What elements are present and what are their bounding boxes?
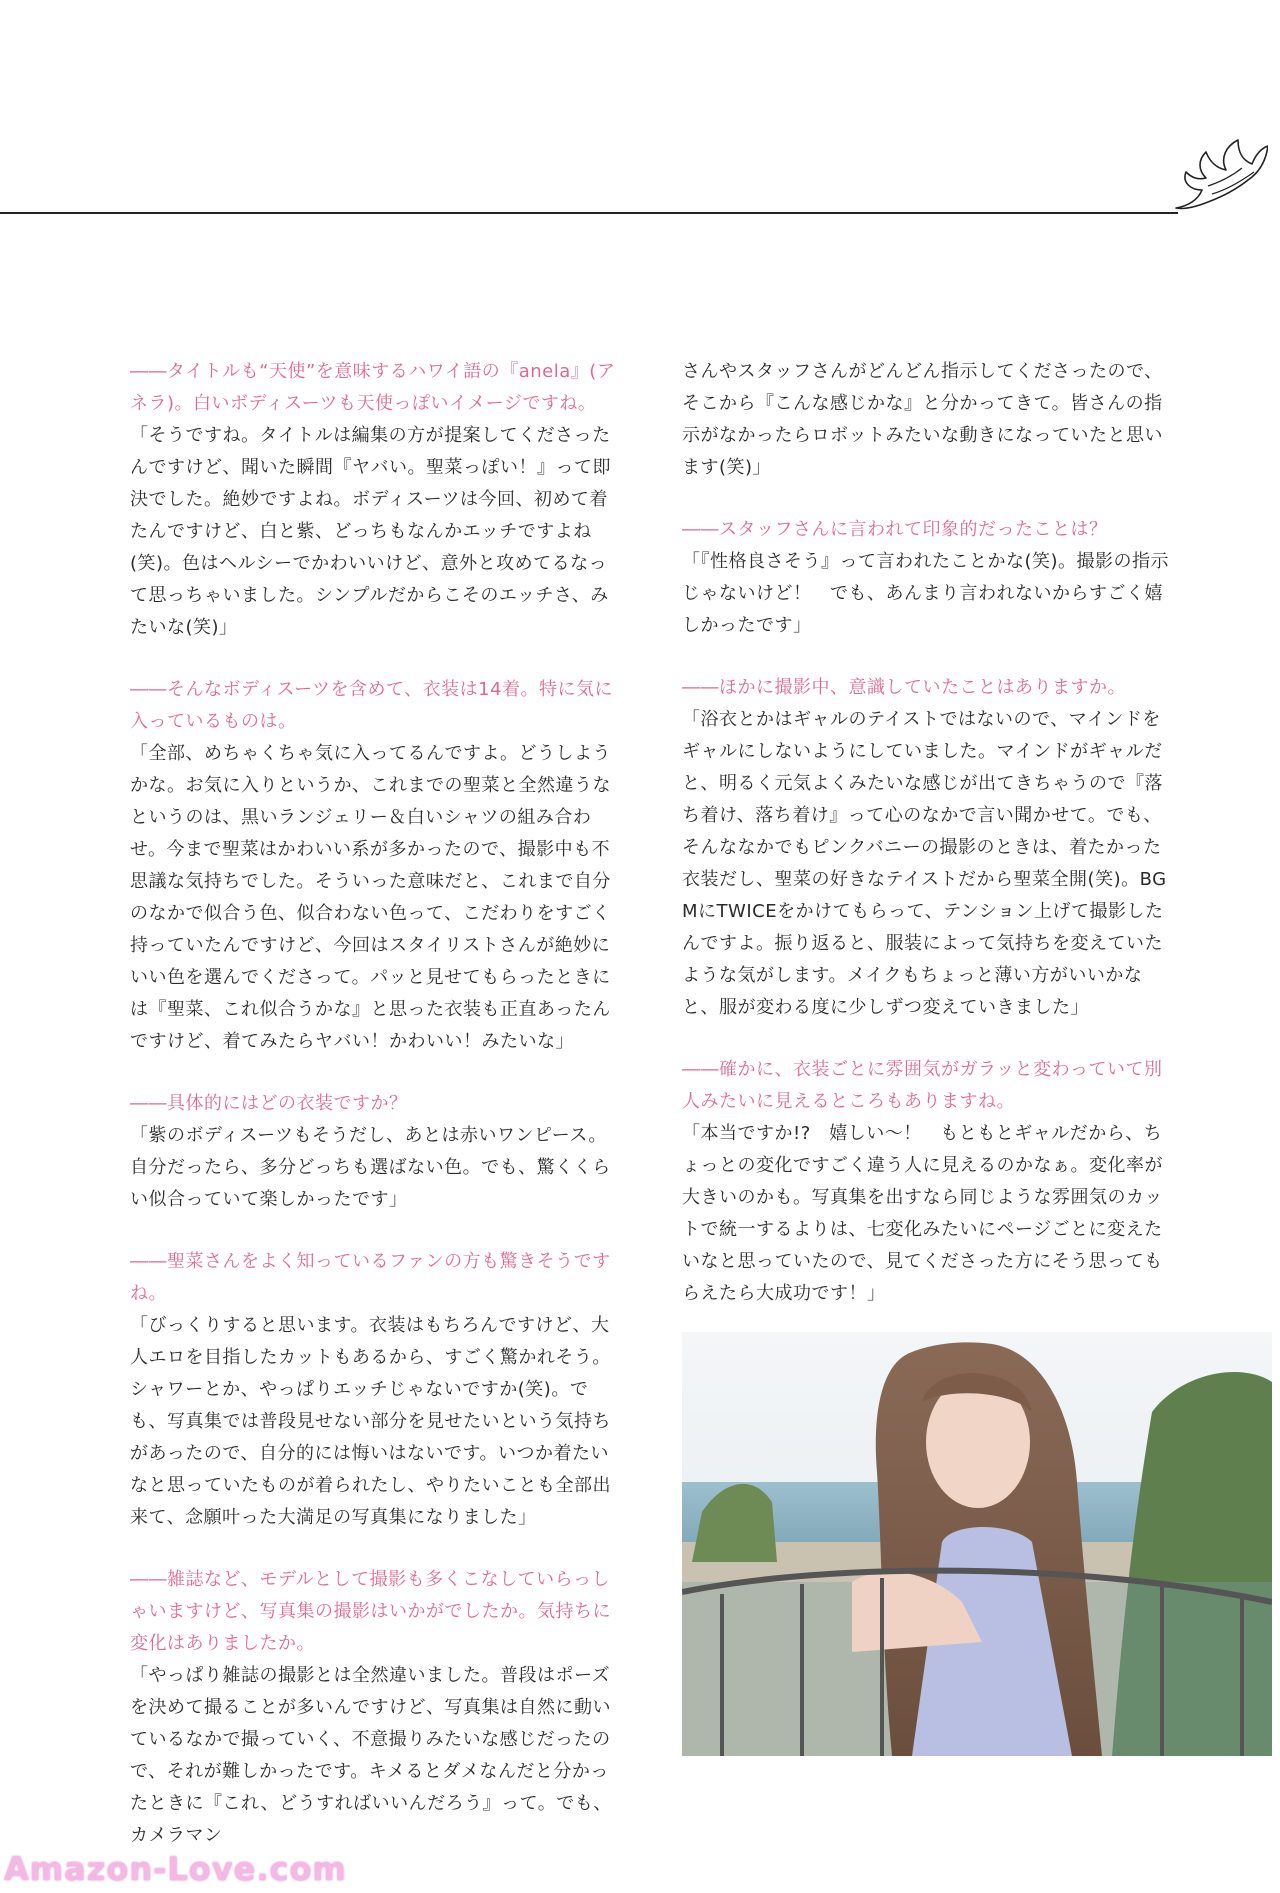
- qa-block: [130, 1564, 620, 1852]
- qa-block: [682, 514, 1172, 642]
- left-column: [130, 356, 620, 1882]
- qa-block: [130, 674, 620, 1058]
- portrait-photo: [682, 1332, 1272, 1756]
- answer-text: 「浴衣とかはギャルのテイストではないので、マインドをギャルにしないようにしていました。マインドがギャルだと、明るく元気よくみたいな感じが出てきちゃうので『落ち着け、落ち着け』って心のなかで言い聞かせて。でも、そんななかでもピンクバニーの撮影のときは、着たかった衣装だし、聖菜の好きなテイストだから聖菜全開(笑)。BGMにTWICEをかけてもらって、テンション上げて撮影したんですよ。振り返ると、服装によって気持ちを変えていたような気がします。メイクもちょっと薄い方がいいかなと、服が変わる度に少しずつ変えていきました」: [682, 709, 1167, 1018]
- answer-text: さんやスタッフさんがどんどん指示してくださったので、そこから『こんな感じかな』と分かってきて。皆さんの指示がなかったらロボットみたいな動きになっていたと思います(笑)」: [682, 361, 1163, 478]
- right-column: [682, 356, 1172, 1340]
- qa-block: [130, 1246, 620, 1534]
- answer-text: 「全部、めちゃくちゃ気に入ってるんですよ。どうしようかな。お気に入りというか、これまでの聖菜と全然違うなというのは、黒いランジェリー＆白いシャツの組み合わせ。今まで聖菜はかわいい系が多かったので、撮影中も不思議な気持ちでした。そういった意味だと、これまで自分のなかで似合う色、似合わない色って、こだわりをすごく持っていたんですけど、今回はスタイリストさんが絶妙にいい色を選んでくださって。パッと見せてもらったときには『聖菜、これ似合うかな』と思った衣装も正直あったんですけど、着てみたらヤバい！かわいい！みたいな」: [130, 743, 611, 1052]
- angel-wing-icon: [1168, 130, 1268, 220]
- answer-text: 「そうですね。タイトルは編集の方が提案してくださったんですけど、聞いた瞬間『ヤバい。聖菜っぽい！』って即決でした。絶妙ですよね。ボディスーツは今回、初めて着たんですけど、白と紫、どっちもなんかエッチですよね(笑)。色はヘルシーでかわいいけど、意外と攻めてるなって思っちゃいました。シンプルだからこそのエッチさ、みたいな(笑)」: [130, 425, 611, 638]
- qa-block-continued: [682, 356, 1172, 484]
- header-rule: [0, 212, 1178, 214]
- question-text: ――スタッフさんに言われて印象的だったことは？: [682, 519, 1108, 540]
- qa-block: [682, 672, 1172, 1024]
- watermark: Amazon-Love.com: [4, 1850, 347, 1888]
- answer-text: 「紫のボディスーツもそうだし、あとは赤いワンピース。自分だったら、多分どっちも選ばない色。でも、驚くくらい似合っていて楽しかったです」: [130, 1125, 611, 1210]
- answer-text: 「やっぱり雑誌の撮影とは全然違いました。普段はポーズを決めて撮ることが多いんですけど、写真集は自然に動いているなかで撮っていく、不意撮りみたいな感じだったので、それが難しかったです。キメるとダメなんだと分かったときに『これ、どうすればいいんだろう』って。でも、カメラマン: [130, 1665, 612, 1846]
- answer-text: 「『性格良さそう』って言われたことかな(笑)。撮影の指示じゃないけど！ でも、あんまり言われないからすごく嬉しかったです」: [682, 551, 1170, 636]
- question-text: ――タイトルも“天使”を意味するハワイ語の『anela』(アネラ)。白いボディスーツも天使っぽいイメージですね。: [130, 361, 616, 414]
- question-text: ――ほかに撮影中、意識していたことはありますか。: [682, 677, 1126, 698]
- question-text: ――聖菜さんをよく知っているファンの方も驚きそうですね。: [130, 1251, 611, 1304]
- question-text: ――雑誌など、モデルとして撮影も多くこなしていらっしゃいますけど、写真集の撮影はいかがでしたか。気持ちに変化はありましたか。: [130, 1569, 611, 1654]
- question-text: ――具体的にはどの衣装ですか？: [130, 1093, 408, 1114]
- answer-text: 「本当ですか!? 嬉しい～！ もともとギャルだから、ちょっとの変化ですごく違う人に見えるのかなぁ。変化率が大きいのかも。写真集を出すなら同じような雰囲気のカットで統一するよりは、七変化みたいにページごとに変えたいなと思っていたので、見てくださった方にそう思ってもらえたら大成功です！」: [682, 1123, 1163, 1304]
- qa-block: [130, 356, 620, 644]
- question-text: ――そんなボディスーツを含めて、衣装は14着。特に気に入っているものは。: [130, 679, 613, 732]
- question-text: ――確かに、衣装ごとに雰囲気がガラッと変わっていて別人みたいに見えるところもありますね。: [682, 1059, 1163, 1112]
- answer-text: 「びっくりすると思います。衣装はもちろんですけど、大人エロを目指したカットもあるから、すごく驚かれそう。シャワーとか、やっぱりエッチじゃないですか(笑)。でも、写真集では普段見せない部分を見せたいという気持ちがあったので、自分的には悔いはないです。いつか着たいなと思っていたものが着られたし、やりたいことも全部出来て、念願叶った大満足の写真集になりました」: [130, 1315, 611, 1528]
- qa-block: [682, 1054, 1172, 1310]
- qa-block: [130, 1088, 620, 1216]
